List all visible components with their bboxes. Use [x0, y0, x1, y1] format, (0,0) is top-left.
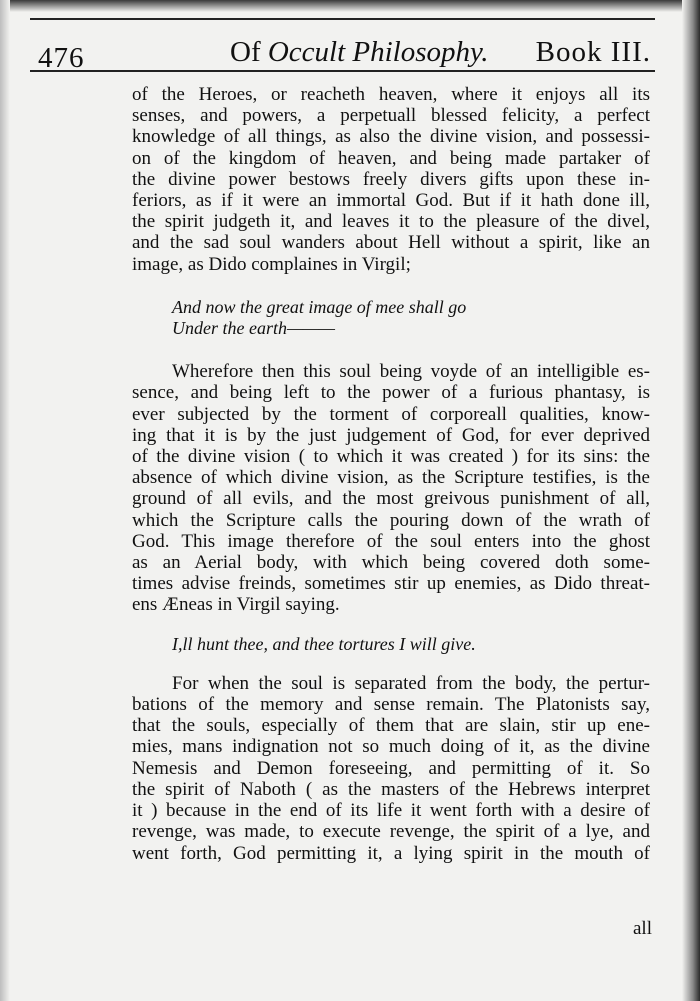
text-line: of the divine vision ( to which it was created ) for its sins: the: [132, 446, 650, 468]
page-header: [30, 18, 655, 76]
text-line: the spirit of Naboth ( as the masters of the Hebrews interpret: [132, 778, 650, 800]
verse-line: Under the earth———: [172, 318, 335, 339]
text-line: mies, mans indignation not so much doing of it, as the divine: [132, 736, 650, 758]
page-edge-shadow-right: [682, 0, 700, 1001]
text-line: on of the kingdom of heaven, and being made partaker of: [132, 147, 650, 169]
text-line: that the souls, especially of them that are slain, stir up ene-: [132, 715, 650, 737]
text-line: Nemesis and Demon foreseeing, and permitting of it. So: [132, 757, 650, 779]
text-line: knowledge of all things, as also the divine vision, and possessi-: [132, 126, 650, 148]
text-line: sence, and being left to the power of a furious phantasy, is: [132, 382, 650, 404]
page-edge-shadow-left: [0, 0, 10, 1001]
text-line: the spirit judgeth it, and leaves it to the pleasure of the divel,: [132, 211, 650, 233]
running-title-prefix: Of: [230, 36, 268, 68]
text-line: the divine power bestows freely divers gifts upon these in-: [132, 168, 650, 190]
running-title: [230, 36, 489, 69]
text-line: God. This image therefore of the soul enters into the ghost: [132, 530, 650, 552]
text-line: and the sad soul wanders about Hell without a spirit, like an: [132, 232, 650, 254]
page-number: 476: [38, 42, 85, 74]
verse-line: I,ll hunt thee, and thee tortures I will give.: [172, 633, 476, 654]
paragraph-2: [132, 361, 650, 615]
text-line: feriors, as if it were an immortal God. But if it hath done ill,: [132, 190, 650, 212]
paragraph-1: [132, 84, 650, 275]
text-line: ever subjected by the torment of corporeall qualities, know-: [132, 403, 650, 425]
page-edge-shadow-top: [0, 0, 700, 12]
verse-quote-1: [172, 297, 650, 339]
text-line: which the Scripture calls the pouring down of the wrath of: [132, 509, 650, 531]
verse-quote-2: [172, 634, 650, 655]
text-line: image, as Dido complaines in Virgil;: [132, 253, 411, 275]
text-line: senses, and powers, a perpetuall blessed felicity, a perfect: [132, 105, 650, 127]
text-line: Wherefore then this soul being voyde of an intelligible es-: [172, 361, 650, 383]
text-line: ground of all evils, and the most greivous punishment of all,: [132, 488, 650, 510]
catchword: all: [633, 918, 652, 939]
paragraph-3: [132, 673, 650, 864]
text-line: of the Heroes, or reacheth heaven, where it enjoys all its: [132, 84, 650, 105]
text-line: times advise freinds, sometimes stir up enemies, as Dido threat-: [132, 573, 650, 595]
text-line: it ) because in the end of its life it went forth with a desire of: [132, 800, 650, 822]
text-line: absence of which divine vision, as the Scripture testifies, is the: [132, 467, 650, 489]
running-title-italic: Occult Philosophy.: [267, 36, 489, 68]
text-line: revenge, was made, to execute revenge, the spirit of a lye, and: [132, 821, 650, 843]
text-line: ens Æneas in Virgil saying.: [132, 594, 340, 616]
text-line: For when the soul is separated from the body, the pertur-: [172, 672, 650, 694]
verse-line: And now the great image of mee shall go: [172, 296, 467, 317]
page-body: [132, 84, 650, 864]
book-label: Book III.: [535, 36, 651, 68]
text-line: as an Aerial body, with which being covered doth some-: [132, 552, 650, 574]
text-line: bations of the memory and sense remain. The Platonists say,: [132, 694, 650, 716]
text-line: ing that it is by the just judgement of God, for ever deprived: [132, 424, 650, 446]
text-line: went forth, God permitting it, a lying spirit in the mouth of: [132, 842, 650, 864]
header-rule-bottom: [30, 70, 655, 72]
header-rule-top: [30, 18, 655, 20]
